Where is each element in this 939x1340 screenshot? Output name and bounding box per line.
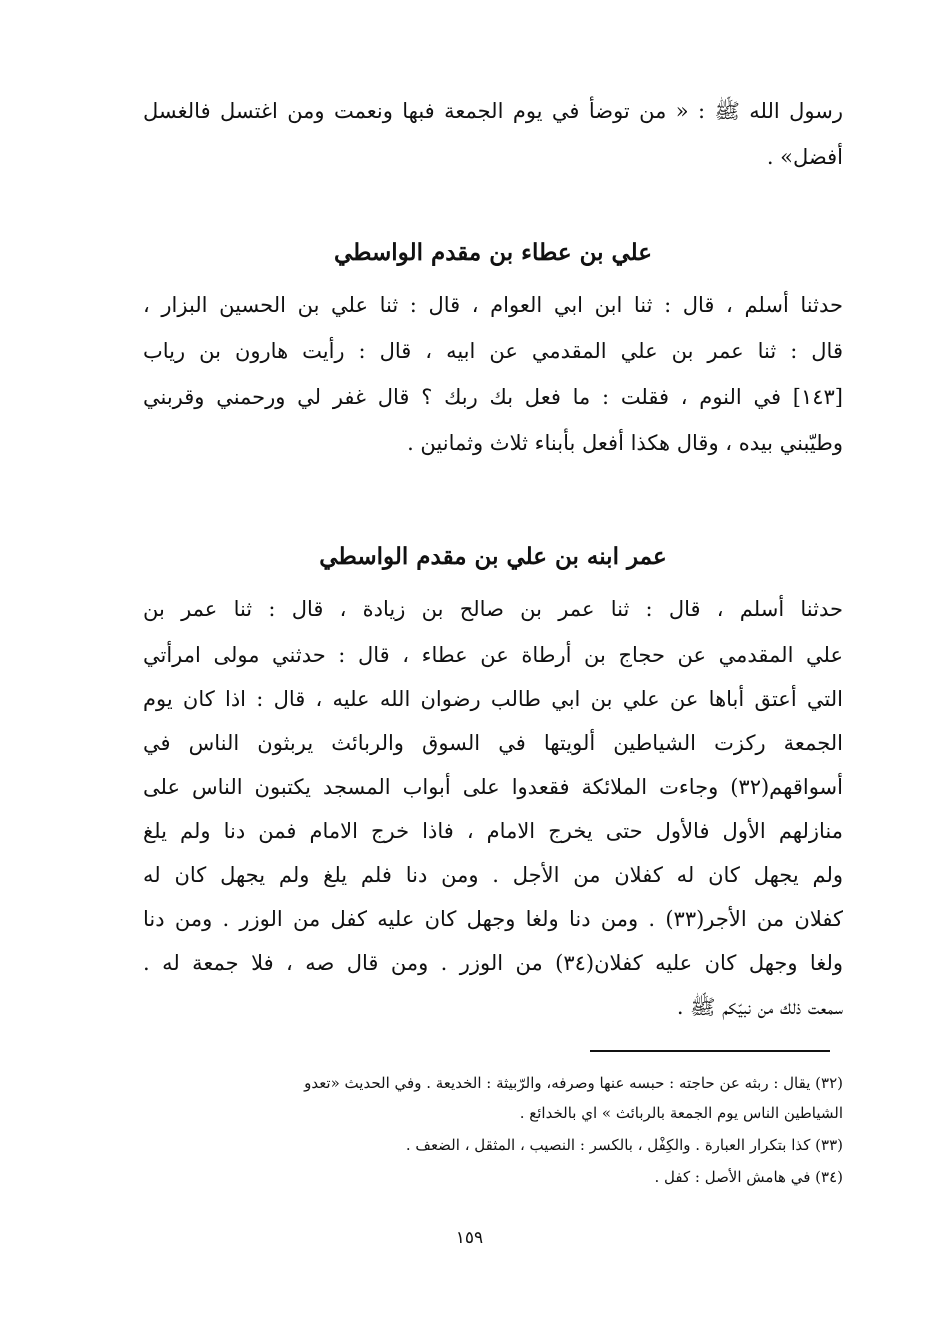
section2-line-6: منازلهم الأول فالأول حتى يخرج الامام ، فاذا خرج الامام فمن دنا ولم يلغ	[143, 819, 843, 843]
section-heading-ali-ibn-ata: علي بن عطاء بن مقدم الواسطي	[333, 239, 653, 266]
footnote-34: (٣٤) في هامش الأصل : كفل .	[654, 1168, 843, 1186]
section1-line-1: حدثنا أسلم ، قال : ثنا ابن ابي العوام ، قال : ثنا علي بن الحسين البزار ،	[143, 293, 843, 317]
page-number: ١٥٩	[455, 1228, 484, 1248]
section1-line-3: [١٤٣] في النوم ، فقلت : ما فعل بك ربك ؟ قال غفر لي ورحمني وقربني	[143, 385, 843, 409]
section2-line-1: حدثنا أسلم ، قال : ثنا عمر بن صالح بن زيادة ، قال : ثنا عمر بن	[143, 597, 843, 621]
section2-line-4: الجمعة ركزت الشياطين ألويتها في السوق والربائث يربثون الناس في	[143, 731, 843, 755]
footnote-32-line-2: الشياطين الناس يوم الجمعة بالربائث » اي بالخدائع .	[519, 1104, 843, 1122]
intro-line-2: أفضل» .	[766, 145, 843, 169]
section2-line-10: سمعت ذلك من نبيّكم ﷺ .	[676, 995, 843, 1019]
intro-line-1: رسول الله ﷺ : « من توضأ في يوم الجمعة فبها ونعمت ومن اغتسل فالغسل	[143, 99, 843, 123]
section2-line-9: ولغا وجهل كان عليه كفلان(٣٤) من الوزر . ومن قال صه ، فلا جمعة له .	[143, 951, 844, 975]
section2-line-7: ولم يجهل كان له كفلان من الأجل . ومن دنا فلم يلغ ولم يجهل كان له	[143, 863, 843, 887]
footnote-32-line-1: (٣٢) يقال : ربثه عن حاجته : حبسه عنها وصرفه، والرّبيثة : الخديعة . وفي الحديث «تعدو	[304, 1074, 843, 1092]
section2-line-8: كفلان من الأجر(٣٣) . ومن دنا ولغا وجهل كان عليه كفل من الوزر . ومن دنا	[143, 907, 843, 931]
footnote-divider	[590, 1050, 830, 1052]
section2-line-2: علي المقدمي عن حجاج بن أرطاة عن عطاء ، قال : حدثني مولى امرأتي	[143, 643, 843, 667]
section-heading-umar-ibn-ali: عمر ابنه بن علي بن مقدم الواسطي	[319, 543, 667, 570]
section2-line-5: أسواقهم(٣٢) وجاءت الملائكة فقعدوا على أبواب المسجد يكتبون الناس على	[143, 775, 843, 799]
footnote-33: (٣٣) كذا بتكرار العبارة . والكِفْل ، بالكسر : النصيب ، المثقل ، الضعف .	[405, 1136, 843, 1154]
section1-line-2: قال : ثنا عمر بن علي المقدمي عن ابيه ، قال : رأيت هارون بن رياب	[143, 339, 843, 363]
section2-line-3: التي أعتق أباها عن علي بن ابي طالب رضوان الله عليه ، قال : اذا كان يوم	[143, 687, 843, 711]
section1-line-4: وطيّبني بيده ، وقال هكذا أفعل بأبناء ثلاث وثمانين .	[407, 431, 843, 455]
